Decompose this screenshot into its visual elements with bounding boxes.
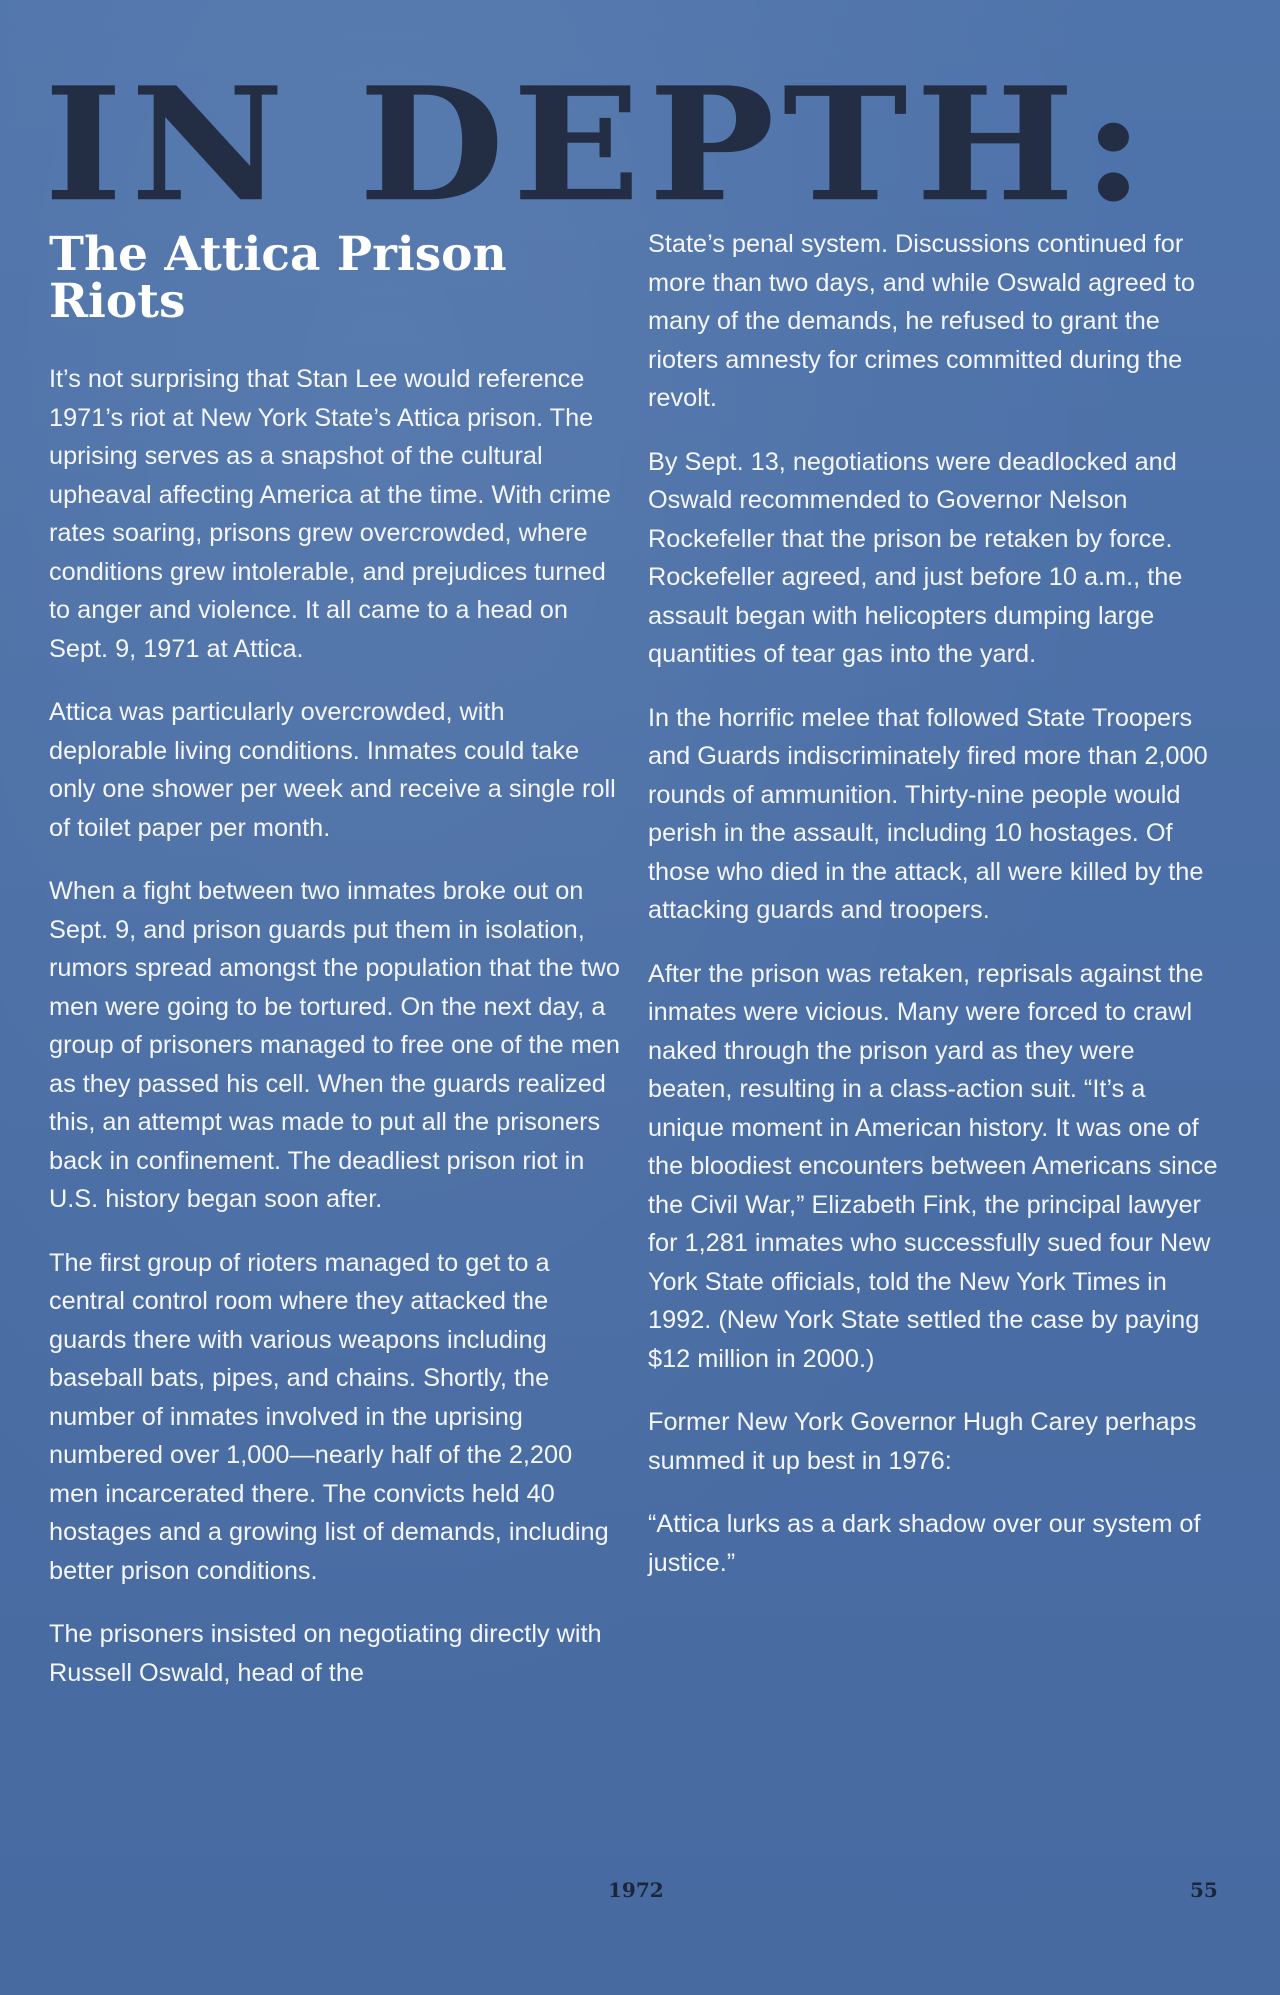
- closing-quote: “Attica lurks as a dark shadow over our system of justice.”: [648, 1510, 1201, 1577]
- article-paragraph: In the horrific melee that followed State Troopers and Guards indiscriminately fired more than 2,000 rounds of ammunition. Thirty-nine people would perish in the assault, including 10 hostages. Of those who died in the attack, all were killed by the attacking guards and troopers.: [648, 703, 1208, 924]
- article-column-right: [648, 225, 1224, 1607]
- article-paragraph: Attica was particularly overcrowded, with deplorable living conditions. Inmates could take only one shower per week and receive a single roll of toilet paper per month.: [49, 698, 616, 842]
- page-number: 55: [1190, 1878, 1218, 1902]
- article-paragraph: State’s penal system. Discussions continued for more than two days, and while Oswald agreed to many of the demands, he refused to grant the rioters amnesty for crimes committed during the revolt.: [648, 230, 1195, 412]
- article-column-left: [49, 360, 624, 1717]
- article-paragraph: After the prison was retaken, reprisals against the inmates were vicious. Many were forced to crawl naked through the prison yard as they were beaten, resulting in a class-action suit. “It’s a unique moment in American history. It was one of the bloodiest encounters between Americans since the Civil War,” Elizabeth Fink, the principal lawyer for 1,281 inmates who successfully sued four New York State officials, told the New York Times in 1992. (New York State settled the case by paying $12 million in 2000.): [648, 959, 1218, 1373]
- article-paragraph: The first group of rioters managed to get to a central control room where they attacked the guards there with various weapons including baseball bats, pipes, and chains. Shortly, the number of inmates involved in the uprising numbered over 1,000—nearly half of the 2,200 men incarcerated there. The convicts held 40 hostages and a growing list of demands, including better prison conditions.: [49, 1248, 609, 1585]
- article-paragraph: Former New York Governor Hugh Carey perhaps summed it up best in 1976:: [648, 1408, 1197, 1475]
- article-paragraph: By Sept. 13, negotiations were deadlocked and Oswald recommended to Governor Nelson Rockefeller that the prison be retaken by force. Rockefeller agreed, and just before 10 a.m., the assault began with helicopters dumping large quantities of tear gas into the yard.: [648, 447, 1183, 668]
- article-paragraph: It’s not surprising that Stan Lee would reference 1971’s riot at New York State’s Attica prison. The uprising serves as a snapshot of the cultural upheaval affecting America at the time. With crime rates soaring, prisons grew overcrowded, where conditions grew intolerable, and prejudices turned to anger and violence. It all came to a head on Sept. 9, 1971 at Attica.: [49, 365, 611, 663]
- section-masthead: IN DEPTH:: [44, 52, 1153, 237]
- article-paragraph: The prisoners insisted on negotiating directly with Russell Oswald, head of the: [49, 1620, 602, 1687]
- folio-year: 1972: [608, 1878, 664, 1902]
- article-headline: The Attica Prison Riots: [49, 227, 507, 329]
- article-paragraph: When a fight between two inmates broke out on Sept. 9, and prison guards put them in isolation, rumors spread amongst the population that the two men were going to be tortured. On the next day, a group of prisoners managed to free one of the men as they passed his cell. When the guards realized this, an attempt was made to put all the prisoners back in confinement. The deadliest prison riot in U.S. history began soon after.: [49, 877, 620, 1213]
